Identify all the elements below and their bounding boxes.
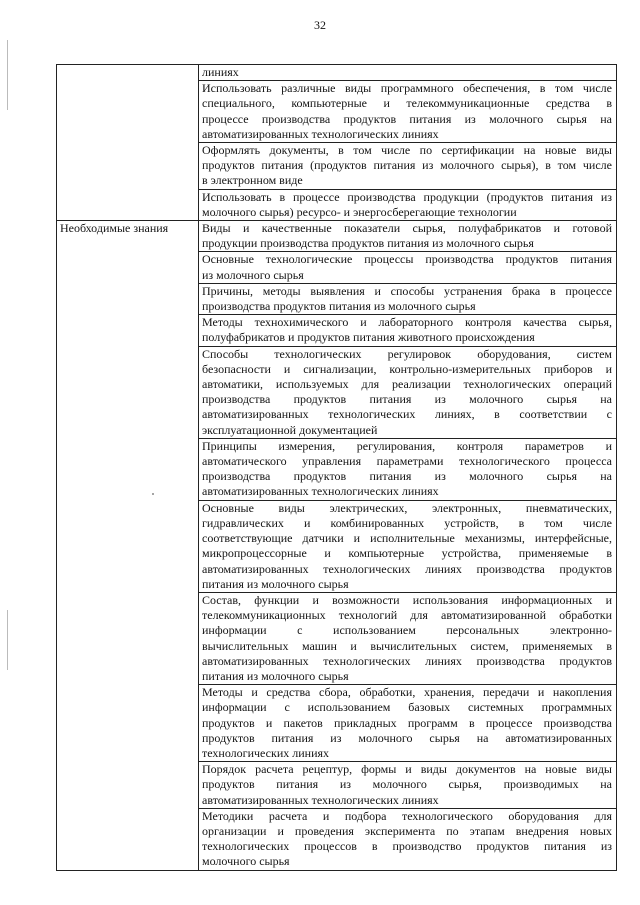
requirement-cell bbox=[199, 252, 617, 283]
knowledge-label-cell bbox=[57, 221, 199, 871]
requirement-line: Принципы измерения, регулирования, контроля параметров и bbox=[202, 438, 612, 453]
requirement-line: технологических процессов в производство продуктов питания из bbox=[202, 839, 612, 854]
requirement-line: Методики расчета и подбора технологического оборудования для bbox=[202, 808, 612, 823]
requirement-line: Использовать различные виды программного обеспечения, в том числе bbox=[202, 81, 612, 96]
requirement-line: соответствующие датчики и исполнительные механизмы, интерфейсные, bbox=[202, 531, 612, 546]
requirement-line: специального, компьютерные и телекоммуникационные средства в bbox=[202, 96, 612, 111]
requirement-line: молочного сырья) ресурсо- и энергосберегающие технологии bbox=[202, 204, 517, 219]
requirement-line: Причины, методы выявления и способы устранения брака в процессе bbox=[202, 283, 612, 298]
requirement-line: безопасности и сигнализации, контрольно-измерительных приборов и bbox=[202, 361, 612, 376]
requirement-line: микропроцессорные и компьютерные устройства, применяемые в bbox=[202, 546, 612, 561]
table-row bbox=[57, 221, 617, 252]
requirement-cell bbox=[199, 81, 617, 143]
requirement-line: питания из молочного сырья bbox=[202, 668, 349, 683]
competency-table bbox=[56, 64, 617, 871]
requirement-line: автоматизированных технологических линиях bbox=[202, 126, 439, 141]
requirement-cell bbox=[199, 65, 617, 81]
requirement-line: в электронном виде bbox=[202, 173, 303, 188]
requirement-line: гидравлических и комбинированных устройств, в том числе bbox=[202, 515, 612, 530]
requirement-line: Способы технологических регулировок оборудования, систем bbox=[202, 346, 612, 361]
requirement-line: Порядок расчета рецептур, формы и виды документов на новые виды bbox=[202, 762, 612, 777]
requirement-line: Основные виды электрических, электронных, пневматических, bbox=[202, 500, 612, 515]
page-number: 32 bbox=[314, 18, 326, 32]
requirement-line: организации и проведения эксперимента по этапам внедрения новых bbox=[202, 823, 612, 838]
requirement-line: Методы и средства сбора, обработки, хранения, передачи и накопления bbox=[202, 685, 612, 700]
requirement-line: телекоммуникационных технологий для автоматизированной обработки bbox=[202, 608, 612, 623]
requirement-cell bbox=[199, 346, 617, 438]
requirement-cell bbox=[199, 438, 617, 500]
requirement-cell bbox=[199, 221, 617, 252]
requirement-cell bbox=[199, 143, 617, 190]
requirement-cell bbox=[199, 283, 617, 314]
requirement-line: автоматизированных технологических линиях производства продуктов bbox=[202, 561, 612, 576]
requirement-line: автоматизированных технологических линиях, в соответствии с bbox=[202, 407, 612, 422]
scan-edge-mark bbox=[7, 40, 8, 110]
requirement-line: Виды и качественные показатели сырья, полуфабрикатов и готовой bbox=[202, 221, 612, 236]
requirement-line: информации с использованием персональных электронно- bbox=[202, 623, 612, 638]
requirement-line: автоматизированных технологических линиях производства продуктов bbox=[202, 653, 612, 668]
requirement-cell bbox=[199, 500, 617, 592]
requirement-cell bbox=[199, 592, 617, 684]
table-row bbox=[57, 65, 617, 81]
requirement-line: эксплуатационной документацией bbox=[202, 422, 378, 437]
requirement-line: молочного сырья bbox=[202, 854, 290, 869]
requirement-cell bbox=[199, 762, 617, 809]
requirement-line: технологических линиях bbox=[202, 745, 330, 760]
requirement-line: производства продуктов питания из молочного сырья на bbox=[202, 392, 612, 407]
scan-edge-mark bbox=[7, 610, 8, 670]
requirement-line: производства продуктов питания из молочного сырья bbox=[202, 299, 476, 314]
requirement-line: производства продуктов питания из молочного сырья на bbox=[202, 469, 612, 484]
requirement-line: автоматизированных технологических линиях bbox=[202, 792, 439, 807]
empty-label-cell bbox=[57, 65, 199, 221]
requirement-cell bbox=[199, 315, 617, 346]
requirement-line: полуфабрикатов и продуктов питания животного происхождения bbox=[202, 330, 535, 345]
requirement-line: из молочного сырья bbox=[202, 267, 304, 282]
requirement-line: автоматики, используемых для реализации технологических операций bbox=[202, 377, 612, 392]
requirement-cell bbox=[199, 189, 617, 220]
knowledge-label: Необходимые знания bbox=[60, 221, 169, 236]
requirement-line: линиях bbox=[202, 65, 239, 79]
requirement-line: Методы технохимического и лабораторного контроля качества сырья, bbox=[202, 315, 612, 330]
requirement-line: Основные технологические процессы производства продуктов питания bbox=[202, 252, 612, 267]
requirement-line: Использовать в процессе производства продукции (продуктов питания из bbox=[202, 189, 612, 204]
requirement-line: процессе производства продуктов питания из молочного сырья на bbox=[202, 111, 612, 126]
requirement-line: автоматизированных технологических линиях bbox=[202, 484, 439, 499]
requirement-line: продуктов питания (продуктов питания из молочного сырья), в том числе bbox=[202, 158, 612, 173]
requirement-line: продуктов и пакетов прикладных программ в процессе производства bbox=[202, 715, 612, 730]
requirement-line: питания из молочного сырья bbox=[202, 576, 349, 591]
requirement-line: Состав, функции и возможности использования информационных и bbox=[202, 592, 612, 607]
requirement-line: автоматического управления параметрами технологического процесса bbox=[202, 454, 612, 469]
requirement-cell bbox=[199, 808, 617, 870]
requirement-line: продукции производства продуктов питания из молочного сырья bbox=[202, 236, 534, 251]
requirement-line: Оформлять документы, в том числе по сертификации на новые виды bbox=[202, 143, 612, 158]
requirement-line: продуктов питания из молочного сырья на автоматизированных bbox=[202, 730, 612, 745]
requirement-line: вычислительных машин и вычислительных систем, применяемых в bbox=[202, 638, 612, 653]
requirement-line: информации с использованием базовых системных программных bbox=[202, 700, 612, 715]
requirement-cell bbox=[199, 685, 617, 762]
requirement-line: продуктов питания из молочного сырья, производимых на bbox=[202, 777, 612, 792]
